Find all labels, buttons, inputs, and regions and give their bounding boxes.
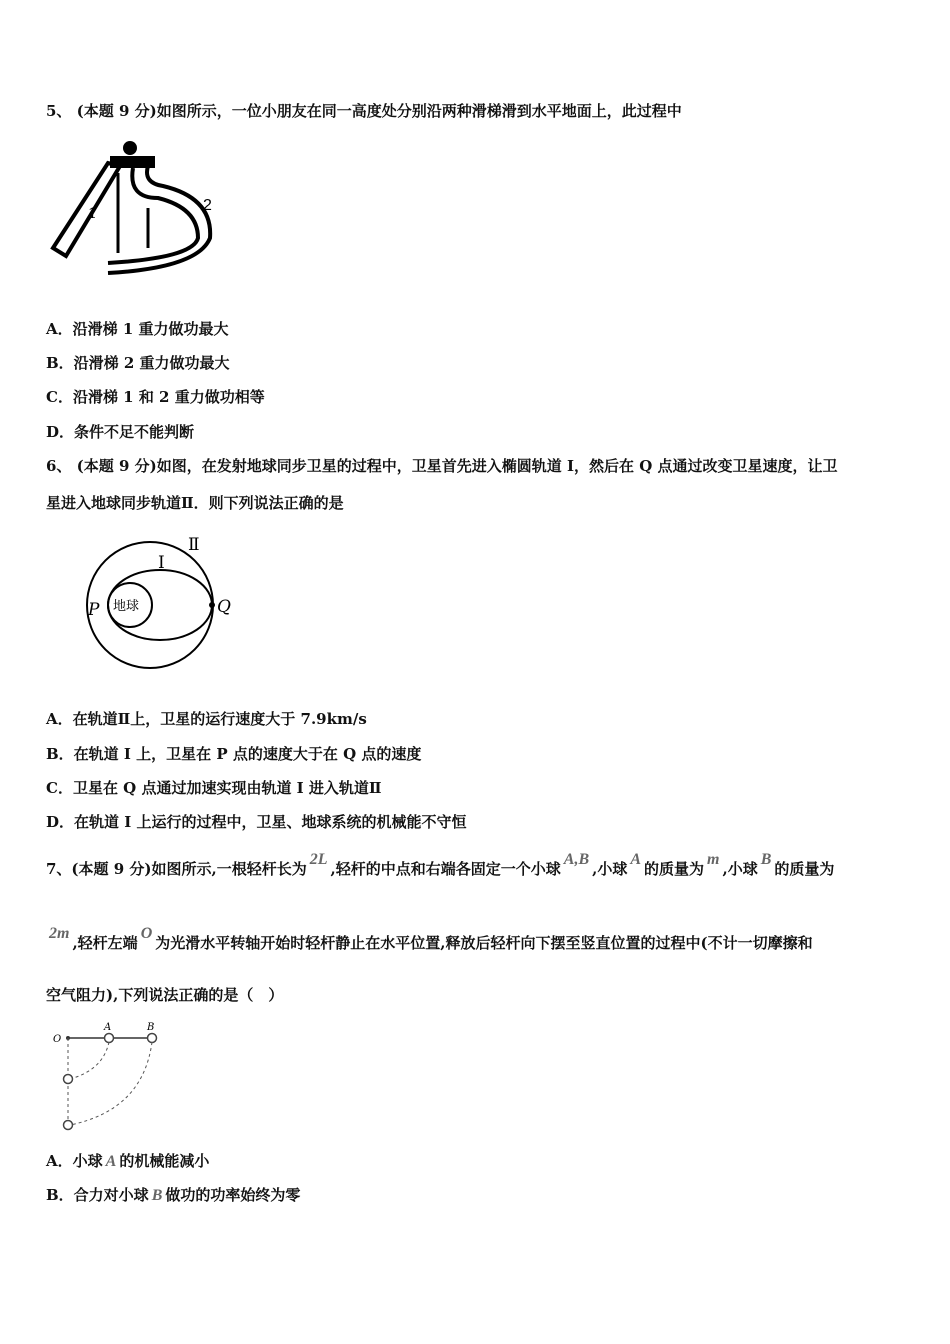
slide-figure (48, 138, 223, 278)
svg-text:Q: Q (217, 597, 231, 617)
q7-stem-line2: 2m,轻杆左端O为光滑水平转轴开始时轻杆静止在水平位置,释放后轻杆向下摆至竖直位置的过程中(不计一切摩擦和 (49, 925, 813, 952)
q6-stem-line2: 星进入地球同步轨道Ⅱ．则下列说法正确的是 (46, 494, 344, 512)
orbit-figure (80, 530, 240, 680)
svg-text:P: P (88, 600, 100, 620)
q5-stem: 5、 (本题 9 分)如图所示，一位小朋友在同一高度处分别沿两种滑梯滑到水平地面上，此过程中 (46, 102, 682, 120)
q7-option-a: A．小球 A 的机械能减小 (46, 1152, 210, 1170)
q6-stem-line1: 6、 (本题 9 分)如图，在发射地球同步卫星的过程中，卫星首先进入椭圆轨道 I，然后在 Q 点通过改变卫星速度，让卫 (46, 457, 838, 475)
q6-option-b: B．在轨道 I 上，卫星在 P 点的速度大于在 Q 点的速度 (46, 745, 422, 763)
rod-figure (48, 1015, 168, 1140)
q6-option-d: D．在轨道 I 上运行的过程中，卫星、地球系统的机械能不守恒 (46, 813, 467, 831)
svg-text:I: I (158, 553, 165, 573)
slide-label-1: 1 (88, 206, 97, 222)
q5-option-c: C．沿滑梯 1 和 2 重力做功相等 (46, 388, 265, 406)
svg-text:O: O (53, 1034, 62, 1045)
q7-option-b: B．合力对小球 B 做功的功率始终为零 (46, 1186, 301, 1204)
q5-option-b: B．沿滑梯 2 重力做功最大 (46, 354, 230, 372)
q7-stem-line3: 空气阻力),下列说法正确的是（ ） (46, 986, 284, 1004)
q6-option-a: A．在轨道Ⅱ上，卫星的运行速度大于 7.9km/s (46, 710, 367, 728)
svg-text:A: A (104, 1022, 112, 1033)
q7-stem-line1: 7、(本题 9 分)如图所示,一根轻杆长为2L,轻杆的中点和右端各固定一个小球A,B,小球A的质量为m,小球B的质量为 (46, 851, 835, 878)
svg-text:Ⅱ: Ⅱ (188, 535, 200, 555)
q5-option-a: A．沿滑梯 1 重力做功最大 (46, 320, 229, 338)
svg-text:地球: 地球 (113, 599, 140, 614)
q6-option-c: C．卫星在 Q 点通过加速实现由轨道 I 进入轨道Ⅱ (46, 779, 382, 797)
q5-option-d: D．条件不足不能判断 (46, 423, 195, 441)
slide-label-2: 2 (203, 197, 212, 214)
svg-text:B: B (147, 1022, 155, 1033)
